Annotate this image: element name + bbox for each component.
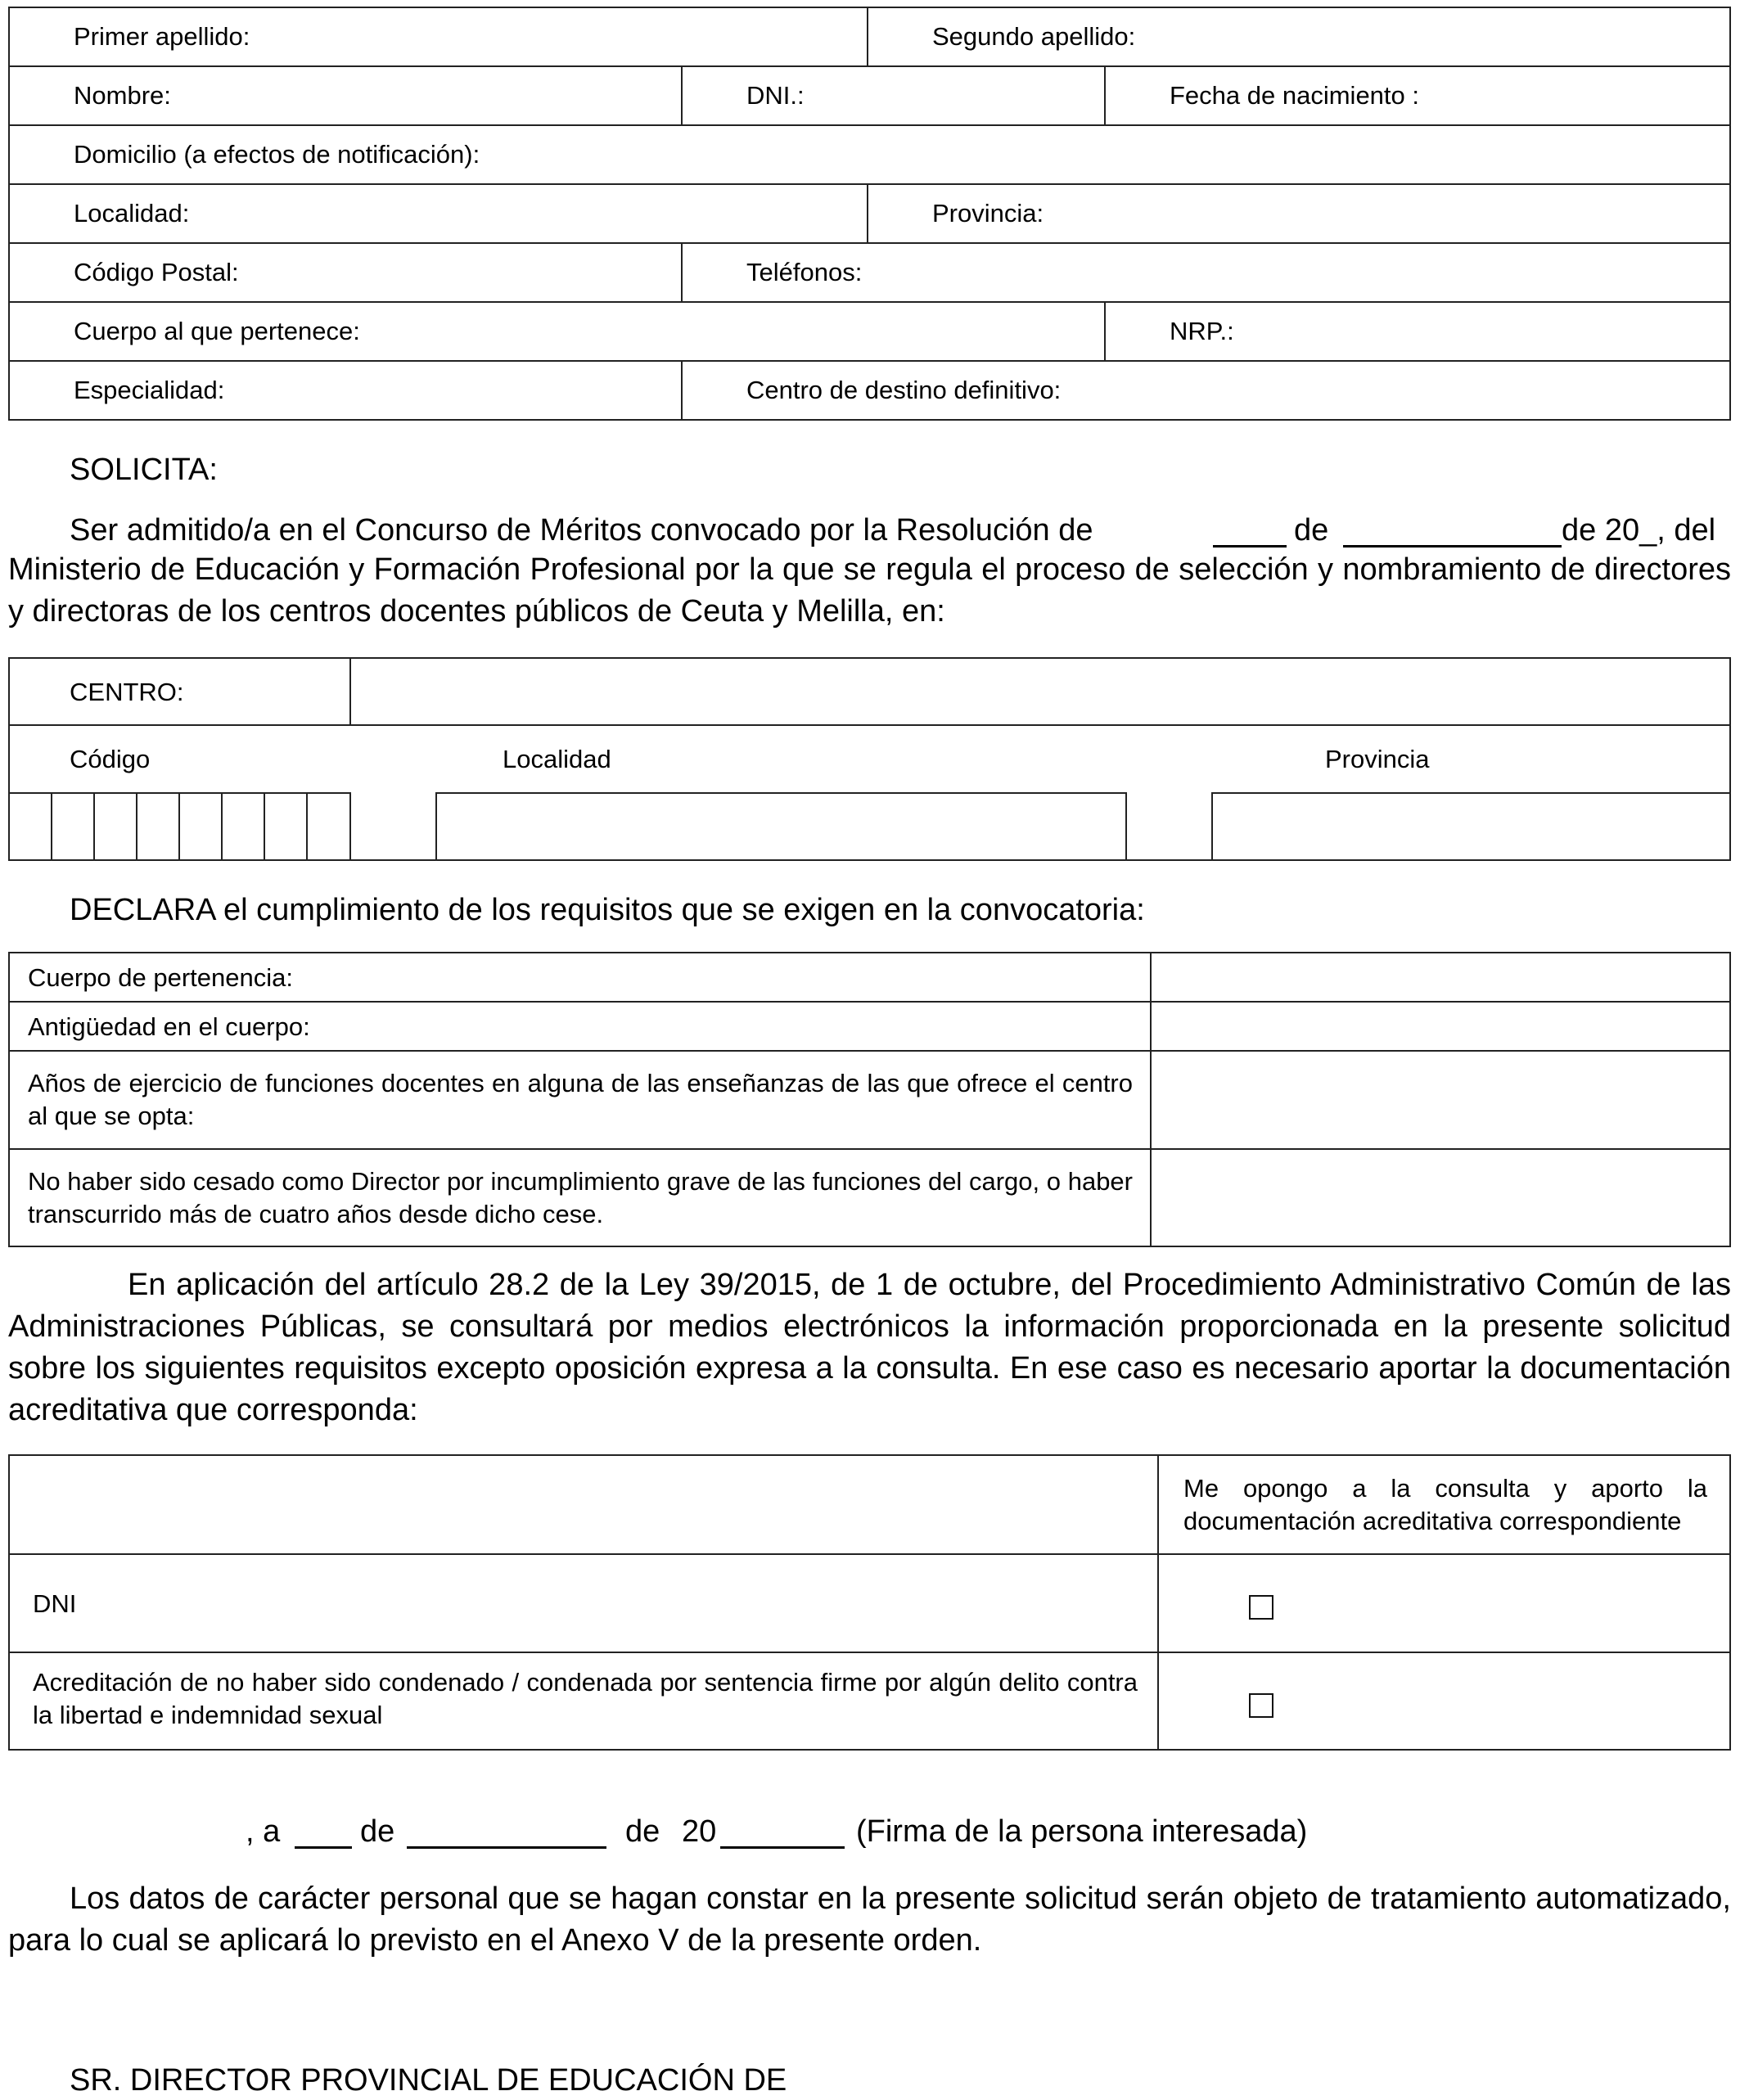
centro-localidad-label: Localidad	[503, 745, 611, 773]
code-digit-divider	[306, 792, 308, 861]
fecha-nacimiento-label: Fecha de nacimiento :	[1170, 81, 1420, 110]
code-digit-divider	[178, 792, 180, 861]
declara-row-cuerpo: Cuerpo de pertenencia:	[28, 963, 294, 992]
row-divider	[8, 183, 1731, 185]
centro-label: CENTRO:	[70, 678, 184, 706]
solicita-text-c: de 20_, del	[1562, 513, 1716, 548]
solicita-heading: SOLICITA:	[70, 453, 218, 487]
code-digit-divider	[51, 792, 52, 861]
col-divider	[681, 242, 683, 301]
col-divider	[349, 657, 351, 725]
blank-firma-year	[720, 1822, 845, 1849]
declara-row-antiguedad: Antigüedad en el cuerpo:	[28, 1012, 310, 1041]
centro-destino-label: Centro de destino definitivo:	[746, 376, 1062, 404]
col-divider	[681, 65, 683, 124]
row-divider	[8, 1001, 1731, 1003]
declara-row-anos-ejercicio: Años de ejercicio de funciones docentes en alguna de las enseñanzas de las que ofrece el centro al que se opta:	[28, 1069, 1133, 1130]
blank-day	[1213, 520, 1287, 548]
aplicacion-paragraph: En aplicación del artículo 28.2 de la Ley 39/2015, de 1 de octubre, del Procedimiento Administrativo Común de las Administraciones Públicas, se consultará por medios electrónicos la información proporcionada en la presente solicitud sobre los siguientes requisitos excepto oposición expresa a la consulta. En ese caso es necesario aportar la documentación acreditativa que corresponda:	[8, 1268, 1731, 1427]
col-divider	[1104, 65, 1106, 124]
col-divider	[1104, 301, 1106, 360]
cuerpo-label: Cuerpo al que pertenece:	[74, 317, 360, 345]
code-digit-divider	[264, 792, 265, 861]
especialidad-label: Especialidad:	[74, 376, 225, 404]
segundo-apellido-label: Segundo apellido:	[932, 22, 1136, 51]
localidad-label: Localidad:	[74, 199, 190, 228]
declara-heading: DECLARA el cumplimiento de los requisitos que se exigen en la convocatoria:	[70, 893, 1145, 927]
solicita-paragraph: Ministerio de Educación y Formación Profesional por la que se regula el proceso de selección y nombramiento de directores y directoras de los centros docentes públicos de Ceuta y Melilla, en:	[8, 552, 1731, 629]
blank-month	[1343, 520, 1562, 548]
row-divider	[8, 242, 1731, 244]
row-divider	[8, 65, 1731, 67]
firma-anio: 20	[682, 1814, 717, 1849]
nrp-label: NRP.:	[1170, 317, 1234, 345]
firma-a: , a	[246, 1814, 281, 1849]
row-divider	[8, 1553, 1731, 1555]
solicita-first-line	[70, 515, 1093, 546]
provincia-label: Provincia:	[932, 199, 1044, 228]
row-divider	[8, 1050, 1731, 1052]
codigo-postal-label: Código Postal:	[74, 258, 239, 286]
domicilio-label: Domicilio (a efectos de notificación):	[74, 140, 480, 169]
col-divider	[867, 183, 868, 242]
blank-firma-month	[407, 1822, 606, 1849]
localidad-field-box	[435, 792, 1127, 861]
nombre-label: Nombre:	[74, 81, 171, 110]
datos-paragraph: Los datos de carácter personal que se hagan constar en la presente solicitud serán objeto de tratamiento automatizado, para lo cual se aplicará lo previsto en el Anexo V de la presente orden.	[8, 1881, 1731, 1958]
primer-apellido-label: Primer apellido:	[74, 22, 250, 51]
declara-row-no-cesado: No haber sido cesado como Director por incumplimiento grave de las funciones del cargo, o haber transcurrido más de cuatro años desde dicho cese.	[28, 1167, 1133, 1228]
oppose-dni-checkbox[interactable]	[1249, 1595, 1273, 1620]
firma-de-2: de	[625, 1814, 660, 1849]
code-digit-divider	[221, 792, 223, 861]
row-divider	[8, 124, 1731, 126]
firma-note: (Firma de la persona interesada)	[856, 1814, 1308, 1849]
firma-de-1: de	[360, 1814, 395, 1849]
code-digit-divider	[93, 792, 95, 861]
col-divider	[681, 360, 683, 421]
consulta-row-dni: DNI	[33, 1589, 77, 1618]
solicita-de: de	[1294, 513, 1329, 548]
consulta-row-acreditacion: Acreditación de no haber sido condenado / condenada por sentencia firme por algún delito contra la libertad e indemnidad sexual	[33, 1668, 1138, 1729]
row-divider	[8, 301, 1731, 303]
telefonos-label: Teléfonos:	[746, 258, 863, 286]
row-divider	[8, 1652, 1731, 1653]
provincia-field-box	[1211, 792, 1731, 861]
col-divider	[1150, 952, 1152, 1247]
codigo-label: Código	[70, 745, 151, 773]
row-divider	[8, 1148, 1731, 1150]
blank-firma-day	[295, 1822, 352, 1849]
code-digit-divider	[136, 792, 137, 861]
oppose-acreditacion-checkbox[interactable]	[1249, 1693, 1273, 1718]
centro-provincia-label: Provincia	[1325, 745, 1430, 773]
col-divider	[1157, 1454, 1159, 1751]
row-divider	[8, 360, 1731, 362]
me-opongo-header: Me opongo a la consulta y aporto la documentación acreditativa correspondiente	[1183, 1474, 1707, 1535]
personal-table-border	[8, 7, 1731, 421]
col-divider	[867, 7, 868, 65]
code-digit-divider	[349, 792, 351, 861]
dni-label: DNI.:	[746, 81, 805, 110]
director-line: SR. DIRECTOR PROVINCIAL DE EDUCACIÓN DE	[70, 2063, 787, 2098]
row-divider	[8, 724, 1731, 726]
solicita-text-a: Ser admitido/a en el Concurso de Méritos convocado por la Resolución de	[70, 513, 1093, 548]
